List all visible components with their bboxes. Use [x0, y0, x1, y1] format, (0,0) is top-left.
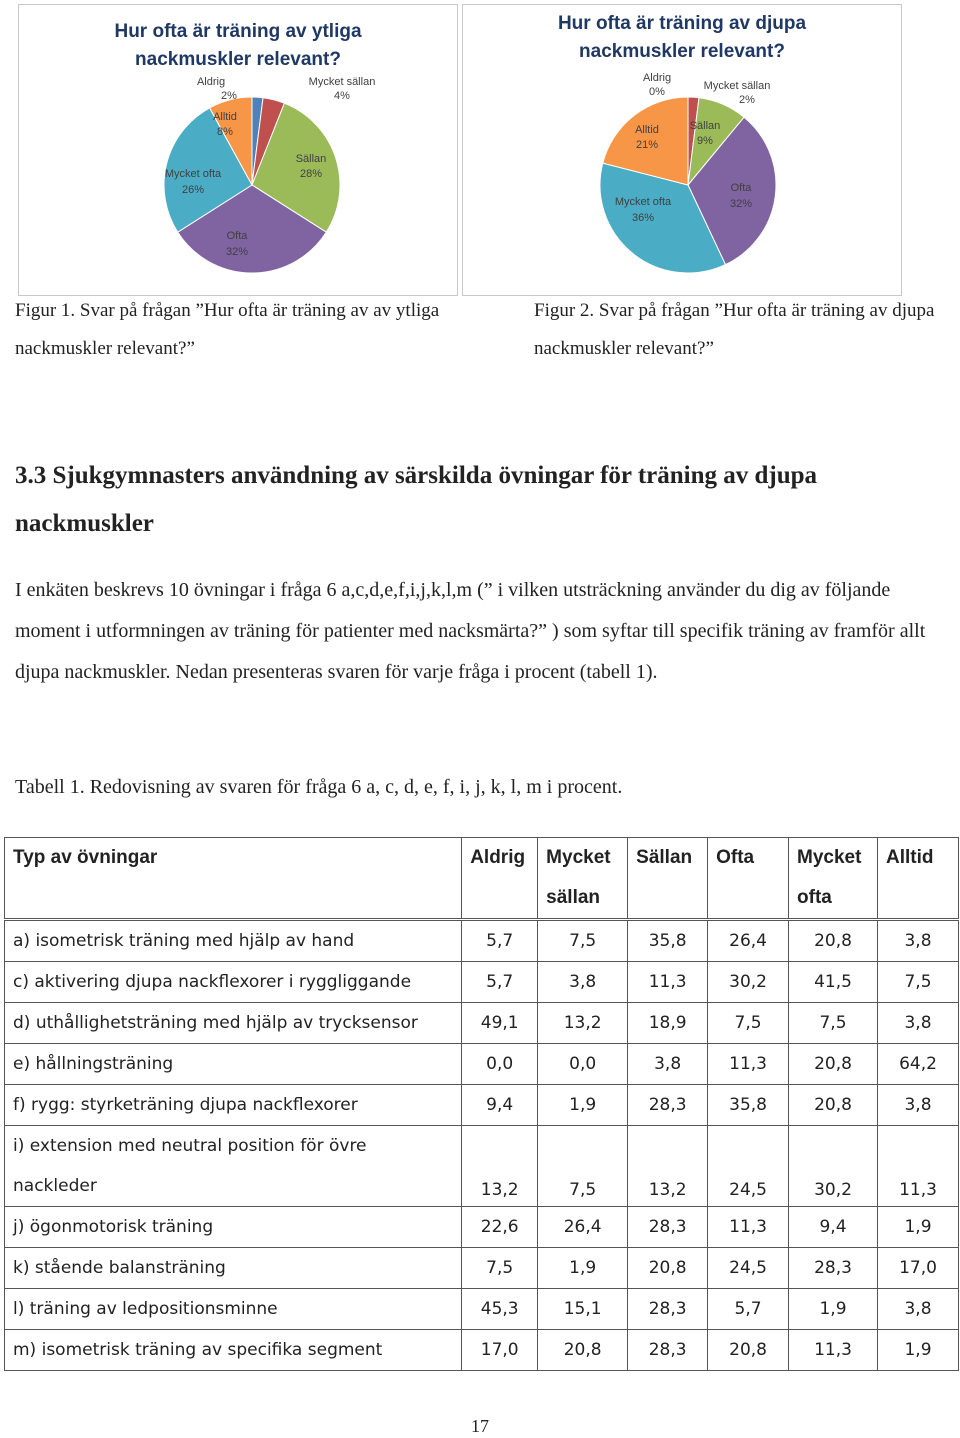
header-aldrig: Aldrig — [462, 838, 538, 920]
slice-percent-label: 2% — [739, 94, 755, 106]
slice-percent-label: 32% — [729, 198, 753, 210]
exercise-name: m) isometrisk träning av specifika segment — [5, 1330, 462, 1371]
percent-cell: 20,8 — [708, 1330, 789, 1371]
exercise-name: k) stående balansträning — [5, 1248, 462, 1289]
percent-cell: 1,9 — [538, 1085, 628, 1126]
header-alltid: Alltid — [878, 838, 959, 920]
table-row — [5, 1085, 959, 1126]
slice-name-label: Aldrig — [196, 76, 226, 88]
percent-cell: 20,8 — [538, 1330, 628, 1371]
percent-cell: 35,8 — [708, 1085, 789, 1126]
percent-cell: 7,5 — [462, 1248, 538, 1289]
chart-title-line-2: nackmuskler relevant? — [135, 49, 341, 70]
percent-cell: 7,5 — [708, 1003, 789, 1044]
slice-name-label: Alltid — [213, 111, 237, 123]
percent-cell: 26,4 — [538, 1207, 628, 1248]
percent-cell: 7,5 — [538, 1126, 628, 1207]
percent-cell: 5,7 — [708, 1289, 789, 1330]
percent-cell: 30,2 — [708, 962, 789, 1003]
page-number: 17 — [471, 1416, 489, 1436]
chart-title-line-1: Hur ofta är träning av djupa — [557, 13, 807, 34]
results-table — [4, 837, 959, 1371]
table-row — [5, 920, 959, 962]
percent-cell: 11,3 — [708, 1044, 789, 1085]
exercise-name: e) hållningsträning — [5, 1044, 462, 1085]
section-body: I enkäten beskrevs 10 övningar i fråga 6 a,c,d,e,f,i,j,k,l,m (” i vilken utsträckning använder du dig av följande moment i utformningen av träning för patienter med nacksmärta?” ) som syftar till specifik träning av framför allt djupa nackmuskler. Nedan presenteras svaren för varje fråga i procent (tabell 1). — [15, 579, 926, 683]
percent-cell: 20,8 — [628, 1248, 708, 1289]
pie-chart-ytliga-svg — [19, 5, 457, 295]
percent-cell: 15,1 — [538, 1289, 628, 1330]
table-row — [5, 1003, 959, 1044]
table-row — [5, 1207, 959, 1248]
slice-name-label: Aldrig — [642, 72, 672, 84]
percent-cell: 41,5 — [789, 962, 878, 1003]
percent-cell: 0,0 — [462, 1044, 538, 1085]
percent-cell: 3,8 — [878, 920, 959, 962]
percent-cell: 26,4 — [708, 920, 789, 962]
table-body — [5, 920, 959, 1371]
chart-title-line-2: nackmuskler relevant? — [579, 41, 785, 62]
slice-percent-label: 28% — [299, 168, 323, 180]
percent-cell: 7,5 — [878, 962, 959, 1003]
percent-cell: 11,3 — [789, 1330, 878, 1371]
percent-cell: 28,3 — [628, 1289, 708, 1330]
percent-cell: 20,8 — [789, 1044, 878, 1085]
slice-name-label: Mycket sällan — [308, 76, 376, 88]
percent-cell: 13,2 — [538, 1003, 628, 1044]
percent-cell: 3,8 — [878, 1289, 959, 1330]
exercise-name: d) uthållighetsträning med hjälp av trycksensor — [5, 1003, 462, 1044]
percent-cell: 11,3 — [708, 1207, 789, 1248]
percent-cell: 20,8 — [789, 920, 878, 962]
percent-cell: 7,5 — [789, 1003, 878, 1044]
slice-percent-label: 4% — [334, 90, 350, 102]
header-mycket-sallan: Mycket sällan — [538, 838, 628, 920]
percent-cell: 7,5 — [538, 920, 628, 962]
pie-chart-ytliga — [18, 4, 458, 296]
header-sallan: Sällan — [628, 838, 708, 920]
slice-name-label: Ofta — [226, 230, 248, 242]
table-row — [5, 1330, 959, 1371]
exercise-name: j) ögonmotorisk träning — [5, 1207, 462, 1248]
percent-cell: 1,9 — [538, 1248, 628, 1289]
percent-cell: 3,8 — [628, 1044, 708, 1085]
percent-cell: 28,3 — [789, 1248, 878, 1289]
percent-cell: 11,3 — [628, 962, 708, 1003]
slice-name-label: Ofta — [730, 182, 752, 194]
header-mycket-ofta: Mycket ofta — [789, 838, 878, 920]
exercise-name: f) rygg: styrketräning djupa nackflexorer — [5, 1085, 462, 1126]
slice-name-label: Alltid — [635, 124, 659, 136]
percent-cell: 35,8 — [628, 920, 708, 962]
exercise-name: a) isometrisk träning med hjälp av hand — [5, 920, 462, 962]
percent-cell: 20,8 — [789, 1085, 878, 1126]
slice-percent-label: 21% — [635, 139, 659, 151]
percent-cell: 3,8 — [878, 1085, 959, 1126]
slice-percent-label: 32% — [225, 246, 249, 258]
slice-name-label: Sällan — [689, 120, 721, 132]
figure-1-caption: Figur 1. Svar på frågan ”Hur ofta är träning av av ytliga nackmuskler relevant?” — [15, 300, 440, 359]
table-row — [5, 1126, 959, 1207]
header-typ: Typ av övningar — [5, 838, 462, 920]
section-heading: 3.3 Sjukgymnasters användning av särskilda övningar för träning av djupa nackmuskler — [15, 462, 818, 537]
table-row — [5, 1044, 959, 1085]
percent-cell: 5,7 — [462, 920, 538, 962]
percent-cell: 0,0 — [538, 1044, 628, 1085]
percent-cell: 3,8 — [538, 962, 628, 1003]
slice-name-label: Sällan — [295, 153, 327, 165]
percent-cell: 18,9 — [628, 1003, 708, 1044]
percent-cell: 5,7 — [462, 962, 538, 1003]
slice-name-label: Mycket ofta — [164, 168, 222, 180]
percent-cell: 3,8 — [878, 1003, 959, 1044]
slice-percent-label: 0% — [649, 86, 665, 98]
pie-chart-djupa — [462, 4, 902, 296]
slice-name-label: Mycket ofta — [614, 196, 672, 208]
table-header-row — [5, 838, 959, 920]
percent-cell: 1,9 — [878, 1207, 959, 1248]
percent-cell: 28,3 — [628, 1207, 708, 1248]
table-row — [5, 962, 959, 1003]
percent-cell: 11,3 — [878, 1126, 959, 1207]
percent-cell: 1,9 — [789, 1289, 878, 1330]
percent-cell: 22,6 — [462, 1207, 538, 1248]
percent-cell: 28,3 — [628, 1085, 708, 1126]
table-row — [5, 1289, 959, 1330]
exercise-name: i) extension med neutral position för övre nackleder — [5, 1126, 462, 1207]
percent-cell: 9,4 — [462, 1085, 538, 1126]
percent-cell: 64,2 — [878, 1044, 959, 1085]
percent-cell: 24,5 — [708, 1126, 789, 1207]
percent-cell: 24,5 — [708, 1248, 789, 1289]
table-caption: Tabell 1. Redovisning av svaren för fråga 6 a, c, d, e, f, i, j, k, l, m i procent. — [15, 776, 623, 798]
percent-cell: 30,2 — [789, 1126, 878, 1207]
table-row — [5, 1248, 959, 1289]
header-ofta: Ofta — [708, 838, 789, 920]
figure-2-caption: Figur 2. Svar på frågan ”Hur ofta är träning av djupa nackmuskler relevant?” — [534, 300, 935, 359]
slice-percent-label: 2% — [221, 90, 237, 102]
slice-percent-label: 36% — [631, 212, 655, 224]
percent-cell: 9,4 — [789, 1207, 878, 1248]
exercise-name: c) aktivering djupa nackflexorer i ryggliggande — [5, 962, 462, 1003]
percent-cell: 1,9 — [878, 1330, 959, 1371]
percent-cell: 49,1 — [462, 1003, 538, 1044]
slice-percent-label: 8% — [217, 126, 233, 138]
slice-percent-label: 9% — [697, 135, 713, 147]
slice-percent-label: 26% — [181, 184, 205, 196]
slice-name-label: Mycket sällan — [703, 80, 771, 92]
percent-cell: 45,3 — [462, 1289, 538, 1330]
percent-cell: 17,0 — [462, 1330, 538, 1371]
chart-title-line-1: Hur ofta är träning av ytliga — [114, 21, 362, 42]
percent-cell: 13,2 — [628, 1126, 708, 1207]
percent-cell: 17,0 — [878, 1248, 959, 1289]
percent-cell: 28,3 — [628, 1330, 708, 1371]
percent-cell: 13,2 — [462, 1126, 538, 1207]
exercise-name: l) träning av ledpositionsminne — [5, 1289, 462, 1330]
pie-chart-djupa-svg — [463, 5, 901, 295]
